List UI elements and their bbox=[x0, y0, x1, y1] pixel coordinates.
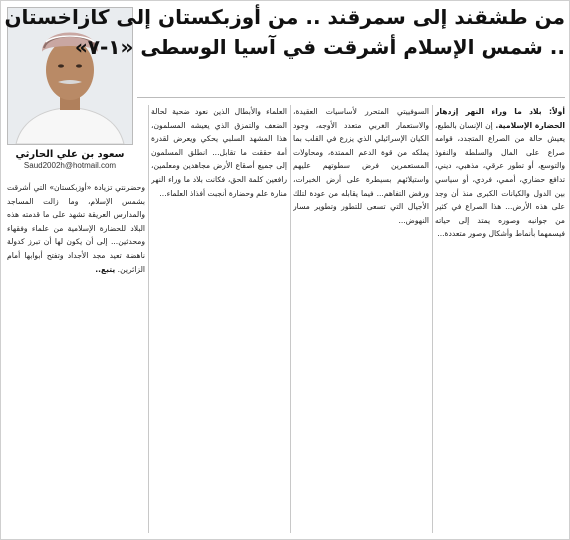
author-caption bbox=[9, 149, 131, 170]
column-1-text: إن الإنسان بالطبع، يعيش حالة من الصراع المتجدد، قوامه صراع على المال والسلطة والنفوذ والتوسع، أو تطور عرقي، مذهبي، ديني، تدافع حضاري، أممي، فردي، أو سياسي بين الدول والكيانات الكبرى منذ أن وجد على هذه الأرض... هذا الصراع في كثير من جوانبه وصوره يمتد إلى حياته فيسمهما بأنماط وأشكال وصور متعددة... bbox=[435, 120, 565, 239]
article-column-4 bbox=[7, 181, 145, 533]
to-be-continued: يتبع.. bbox=[95, 264, 116, 274]
author-email: Saud2002h@hotmail.com bbox=[23, 161, 117, 170]
column-2-text: السوفييتي المتحرر لأساسيات العقيدة، والاستعمار الغربي متعدد الأوجه، وجود الكيان الإسرائيلي الذي يزرع في القلب بما يملكه من قوة الدعم الممتدة، ومحاولات المستعمرين فرض سطوتهم عليهم واستيلائهم بسيطرة على أرض الخبرات، ورفض التفاهم... فيما يقابله من عودة لتلك الأجيال التي تسعى للتطور وتطوير مسار النهوض... bbox=[293, 107, 429, 225]
column-divider bbox=[432, 105, 433, 533]
headline-rule bbox=[137, 97, 565, 98]
headline-line-2: .. شمس الإسلام أشرقت في آسيا الوسطى «١-٧» bbox=[74, 35, 565, 59]
column-divider bbox=[290, 105, 291, 533]
column-divider bbox=[148, 105, 149, 533]
author-name: سعود بن علي الحارثي bbox=[15, 149, 125, 160]
headline-line-1: من طشقند إلى سمرقند .. من أوزبكستان إلى كازاخستان bbox=[4, 5, 565, 29]
column-4-text: وحضرنتي تزيادة «أوزبكستان» التي أشرقت بشمس الإسلام، وما زالت المساجد والمدارس العريقة تشهد على ما قدمته هذه البلاد للحضارة الإسلامية من علماء وفقهاء ومحدثين... إلى أن يكون لها أن تبرز كدولة ناهضة تعيد مجد الأجداد وتفتح أبوابها أمام الزائرين. bbox=[7, 183, 145, 274]
article-column-2 bbox=[293, 105, 429, 533]
column-3-text: العلماء والأبطال الذين نعود ضحية لحالة الضعف والتمزق الذي يعيشه المسلمون، هذا المشهد السلبي يحكي ويعرض لقدرة أمة حققت ما تقابل... انطلق المسلمون إلى جميع أصقاع الأرض مجاهدين ومعلمين، رافعين كلمة الحق، فكانت بلاد ما وراء النهر منارة علم وحضارة أنجبت أفذاذ العلماء... bbox=[151, 107, 287, 198]
section-subhead: أولاً: بلاد ما وراء النهر إزدهار الحضارة الإسلامية. bbox=[435, 107, 565, 130]
article-column-3 bbox=[151, 105, 287, 533]
article-headline bbox=[4, 5, 565, 59]
article-column-1 bbox=[435, 105, 565, 533]
